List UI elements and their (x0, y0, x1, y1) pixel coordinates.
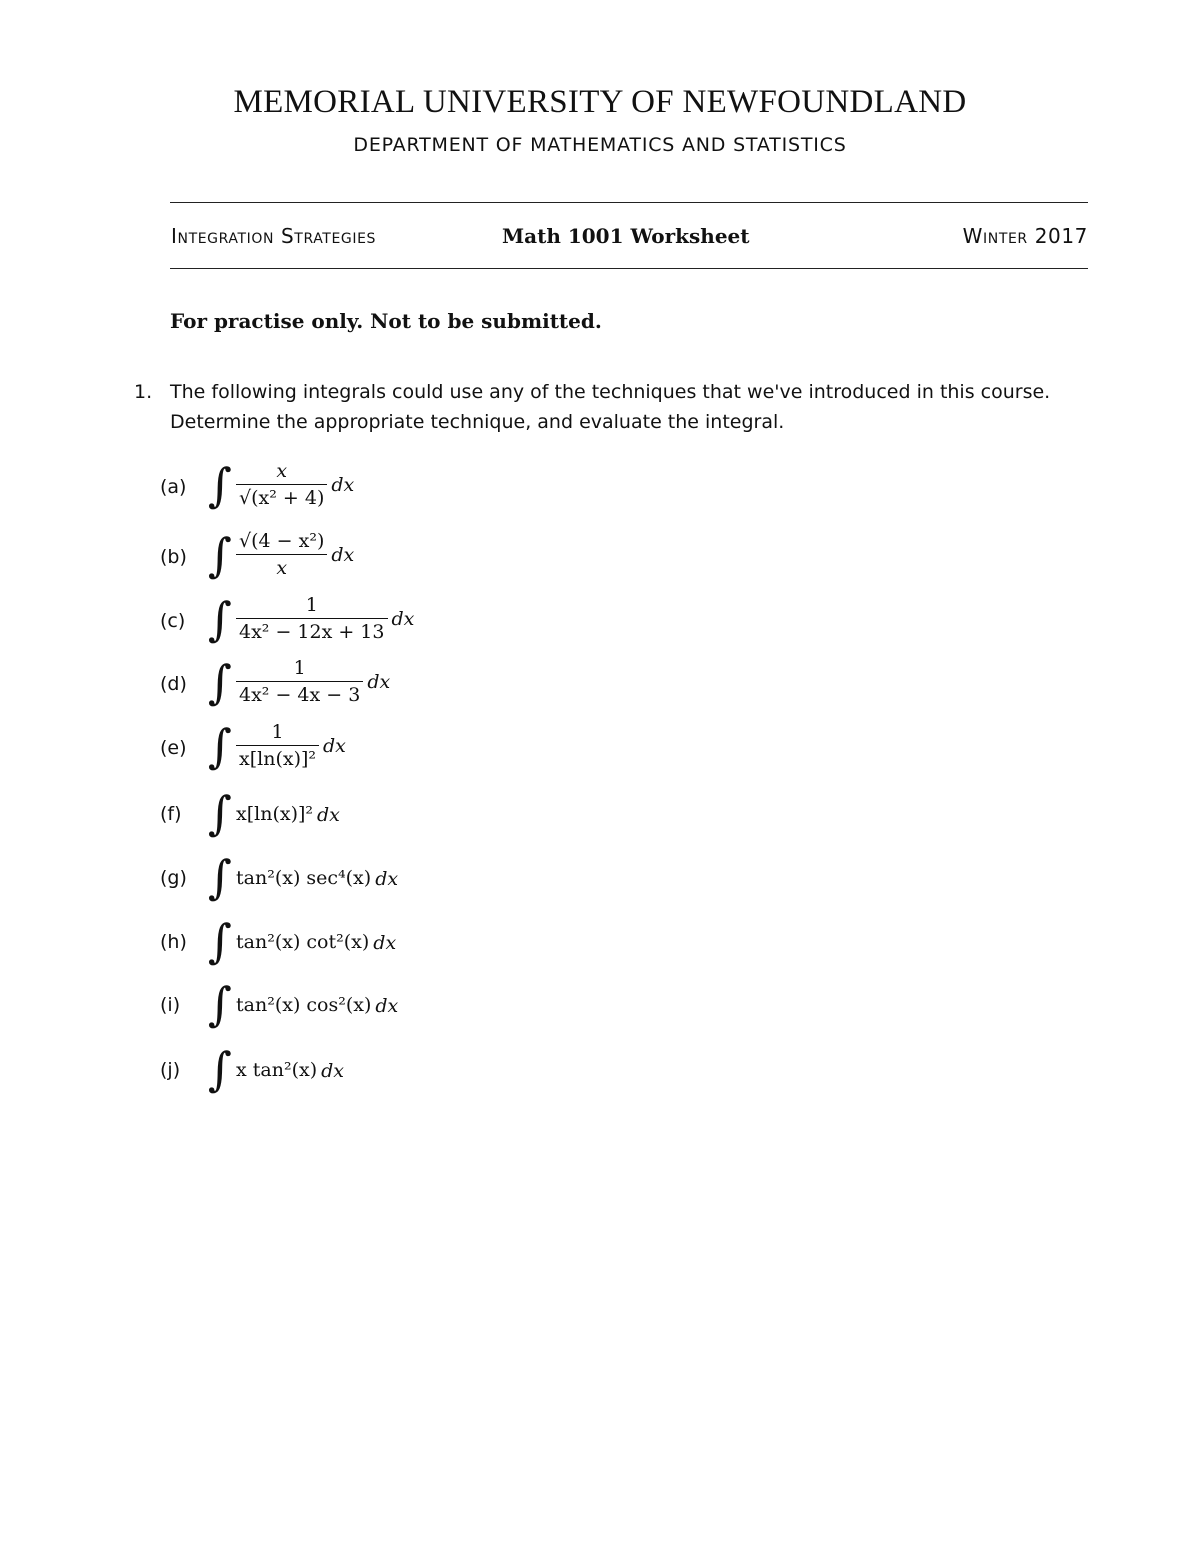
integrand (236, 594, 414, 643)
fraction (236, 657, 363, 706)
part-label: (j) (160, 1059, 181, 1081)
worksheet-course: Math 1001 Worksheet (502, 224, 750, 248)
differential: dx (331, 473, 355, 496)
integrand (236, 867, 398, 890)
integrand-text: x[ln(x)]² (236, 803, 314, 825)
department-name: DEPARTMENT OF MATHEMATICS AND STATISTICS (353, 134, 847, 156)
part-label: (h) (160, 931, 187, 953)
differential: dx (331, 543, 355, 566)
question-number: 1. (134, 381, 153, 403)
integrand (236, 1059, 344, 1082)
denominator: 4x² − 4x − 3 (239, 684, 361, 706)
part-label: (a) (160, 476, 187, 498)
university-name: MEMORIAL UNIVERSITY OF NEWFOUNDLAND (233, 84, 967, 120)
integrand-text: tan²(x) sec⁴(x) (236, 867, 372, 889)
differential: dx (375, 995, 399, 1017)
integral-sign: ∫ (208, 850, 232, 904)
part-a (160, 460, 760, 520)
part-label: (c) (160, 610, 186, 632)
part-d (160, 657, 760, 717)
worksheet-topic: Integration Strategies (171, 224, 377, 248)
integrand (236, 721, 346, 770)
denominator: x[ln(x)]² (239, 748, 317, 770)
differential: dx (375, 868, 399, 890)
part-label: (d) (160, 673, 187, 695)
integrand (236, 994, 398, 1017)
part-e (160, 721, 760, 781)
differential: dx (321, 1060, 345, 1082)
numerator: x (236, 460, 327, 485)
part-b (160, 530, 760, 590)
part-j (160, 1042, 760, 1106)
numerator: 1 (236, 594, 388, 619)
part-label: (b) (160, 546, 187, 568)
fraction (236, 721, 319, 770)
integral-sign: ∫ (208, 655, 232, 709)
integral-sign: ∫ (208, 786, 232, 840)
header-rule-top (170, 202, 1088, 203)
differential: dx (317, 804, 340, 826)
integral-sign: ∫ (208, 914, 232, 968)
integral-sign: ∫ (208, 528, 232, 582)
numerator: 1 (236, 657, 363, 682)
integrand (236, 530, 354, 579)
part-h (160, 914, 760, 978)
denominator: x (276, 557, 288, 579)
integrand-text: tan²(x) cot²(x) (236, 931, 370, 953)
integral-sign: ∫ (208, 977, 232, 1031)
integrand (236, 460, 354, 509)
differential: dx (323, 734, 346, 757)
integral-sign: ∫ (208, 592, 232, 646)
part-f (160, 786, 760, 850)
integrand-text: tan²(x) cos²(x) (236, 994, 372, 1016)
integral-sign: ∫ (208, 719, 232, 773)
integrand (236, 657, 390, 706)
part-label: (i) (160, 994, 181, 1016)
integral-sign: ∫ (208, 458, 232, 512)
numerator: 1 (236, 721, 319, 746)
numerator: √(4 − x²) (236, 530, 327, 555)
part-label: (e) (160, 737, 187, 759)
part-label: (f) (160, 803, 182, 825)
header-rule-bottom (170, 268, 1088, 269)
question-text-line-2: Determine the appropriate technique, and evaluate the integral. (170, 411, 785, 433)
integrand-text: x tan²(x) (236, 1059, 318, 1081)
fraction (236, 594, 388, 643)
integrand (236, 931, 396, 954)
differential: dx (391, 607, 415, 630)
differential: dx (367, 670, 391, 693)
differential: dx (373, 932, 397, 954)
question-text-line-1: The following integrals could use any of the techniques that we've introduced in this course. (170, 381, 1051, 403)
part-i (160, 977, 760, 1041)
fraction (236, 530, 327, 579)
worksheet-term: Winter 2017 (962, 224, 1088, 248)
denominator: 4x² − 12x + 13 (239, 621, 385, 643)
part-label: (g) (160, 867, 187, 889)
practice-note: For practise only. Not to be submitted. (170, 309, 602, 333)
part-c (160, 594, 760, 654)
denominator: √(x² + 4) (239, 487, 325, 509)
integrand (236, 803, 340, 826)
fraction (236, 460, 327, 509)
part-g (160, 850, 760, 914)
integral-sign: ∫ (208, 1042, 232, 1096)
